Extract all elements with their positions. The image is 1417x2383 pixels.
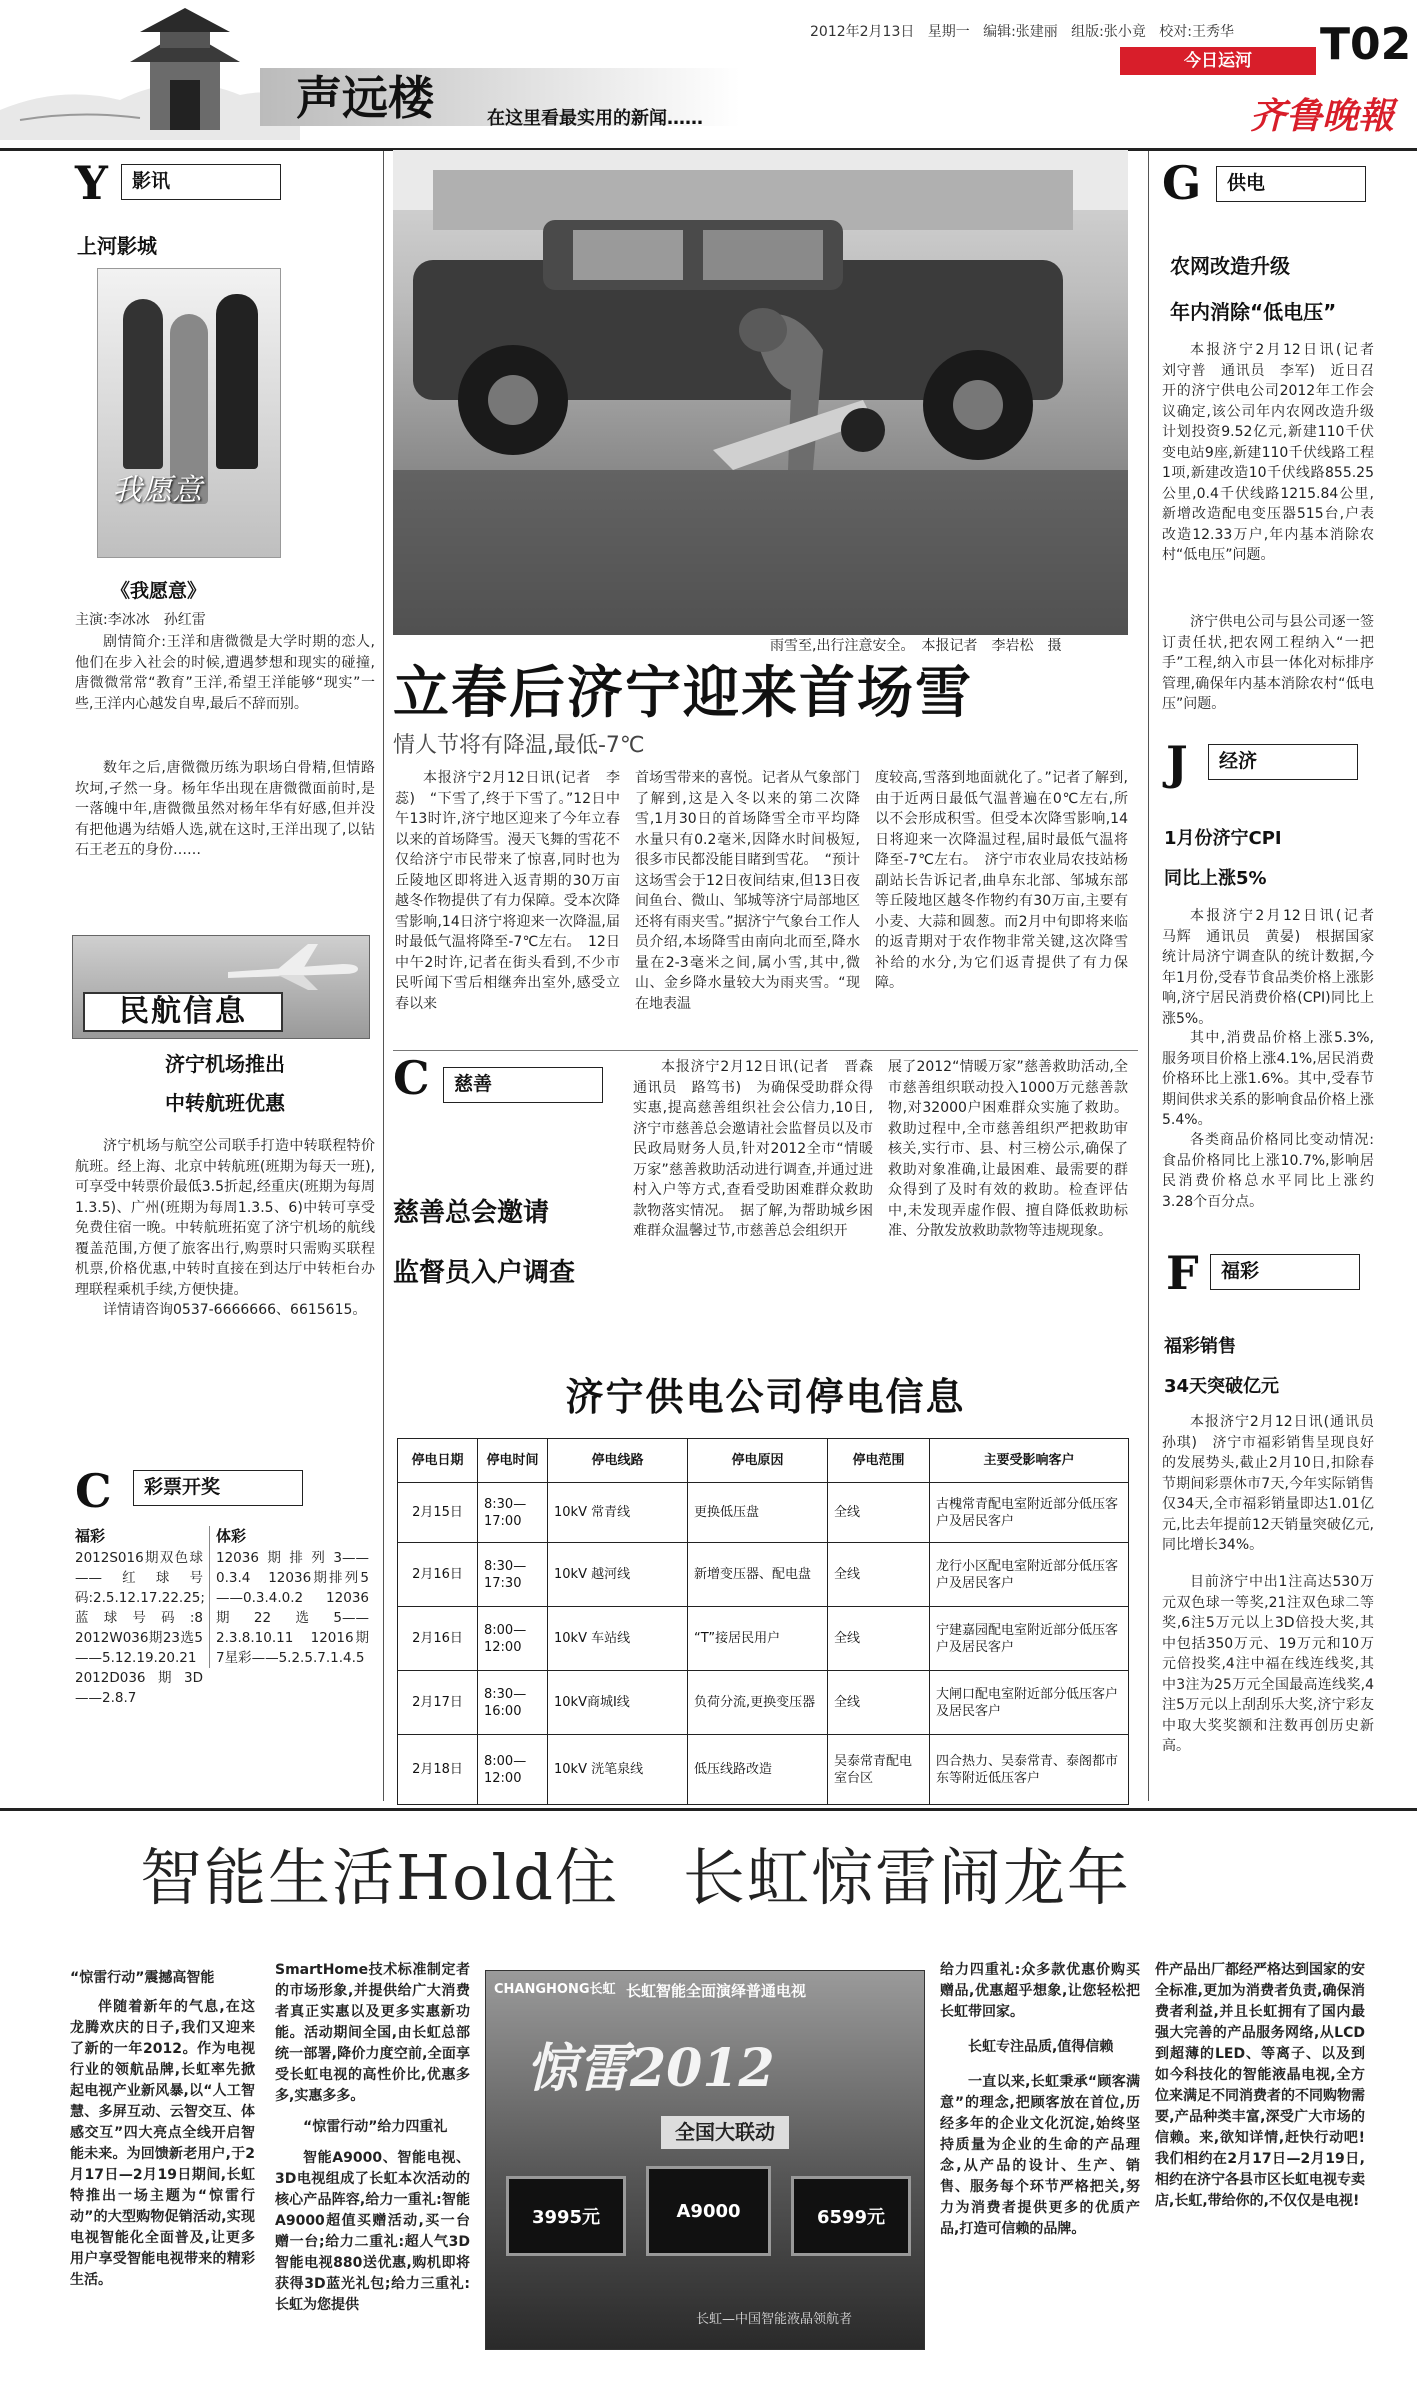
charity-headline-1: 慈善总会邀请 [393,1198,550,1228]
table-cell: 大闸口配电室附近部分低压客户及居民客户 [930,1671,1129,1735]
page-header [0,0,1417,150]
poster-figure-left [123,299,163,469]
table-cell: 10kV商城Ⅰ线 [548,1671,688,1735]
table-cell: 10kV 常青线 [548,1483,688,1543]
ad-banner-subtitle: 全国大联动 [661,2116,789,2149]
welfare-section-letter: F [1166,1246,1199,1300]
ad-col-2-body: 智能A9000、智能电视、3D电视组成了长虹本次活动的核心产品阵容,给力一重礼:智能A9000超值买赠活动,买一台赠一台;给力二重礼:超人气3D智能电视880送优惠,购机即将获得3D蓝光礼包;给力三重礼:长虹为您提供 [275,2150,470,2313]
cinema-name: 上河影城 [77,234,157,258]
table-cell: 吴泰常青配电室台区 [828,1735,930,1805]
table-cell: 古槐常青配电室附近部分低压客户及居民客户 [930,1483,1129,1543]
table-cell: “T”接居民用户 [688,1607,828,1671]
outage-table-body [398,1483,1129,1805]
film-section-label: 影讯 [121,164,281,200]
table-cell: 全线 [828,1671,930,1735]
economy-section-letter: J [1166,736,1188,790]
column-name: 声远楼 [296,71,434,125]
lottery-section-letter: C [75,1464,112,1518]
charity-article-col-2: 展了2012“情暖万家”慈善救助活动,全市慈善组织联动投入1000万元慈善款物,对32000户困难群众实施了救助。救助过程中,全市慈善组织严把救助审核关,实行市、县、村三榜公示,确保了救助对象准确,让最困难、最需要的群众得到了及时有效的救助。检查评估中,未发现弄虚作假、擅自降低救助标准、分散发放救助款物等违规现象。 [888,1059,1128,1239]
charity-top-rule [393,1050,1138,1051]
poster-title: 我愿意 [112,473,202,508]
power-section-label: 供电 [1216,166,1366,202]
ad-banner-tagline: 长虹智能全面演绎普通电视 [626,1982,807,2000]
ad-col-4-body: 件产品出厂都经严格达到国家的安全标准,更加为消费者负责,确保消费者利益,并且长虹拥有了国内最强大完善的产品服务网络,从LCD到超薄的LED、等离子、以及到如今科技化的智能液晶电视,全方位来满足不同消费者的不同购物需要,产品种类丰富,深受广大市场的信赖。来,欲知详情,赶快行动吧!我们相约在2月17日—2月19日,相约在济宁各县市区长虹电视专卖店,长虹,带给你的,不仅仅是电视! [1155,1962,1365,2209]
table-cell: 8:30—17:30 [478,1543,548,1607]
outage-header-customers: 主要受影响客户 [930,1439,1129,1483]
snow-photo [393,150,1128,635]
header-editor: 编辑:张建丽 [983,24,1058,40]
film-cast: 主演:李冰冰 孙红雷 [75,612,206,628]
economy-section-label: 经济 [1208,744,1358,780]
header-meta [810,22,1234,42]
charity-section [393,1051,1138,1355]
ad-tv-3 [791,2176,911,2256]
welfare-body-1: 本报济宁2月12日讯(通讯员 孙琪) 济宁市福彩销售呈现良好的发展势头,截止2月10日,扣除春节期间彩票休市7天,今年实际销售仅34天,全市福彩销量即达1.01亿元,比去年提前12天销量突破亿元,同比增长34%。 [1162,1414,1388,1553]
economy-headline-1: 1月份济宁CPI [1164,828,1282,849]
ad-brand-logo: CHANGHONG长虹 [494,1982,616,1997]
film-poster [97,268,281,558]
economy-body-3: 各类商品价格同比变动情况:食品价格同比上涨10.7%,影响居民消费价格总水平同比上涨约3.28个百分点。 [1162,1132,1374,1210]
power-section-letter: G [1162,156,1202,210]
welfare-headline-2: 34天突破亿元 [1164,1376,1280,1397]
film-title: 《我愿意》 [111,580,207,602]
ad-col-3-title: 长虹专注品质,值得信赖 [968,2039,1114,2055]
charity-article-col-1: 本报济宁2月12日讯(记者 晋森 通讯员 路笃书) 为确保受助群众得实惠,提高慈善组织社会公信力,10日,济宁市慈善总会邀请社会监督员以及市民政局财务人员,针对2012全市“情暖万家”慈善救助活动进行调查,并通过进村入户等方式,查看受助困难群众救助款物落实情况。 据了解,为帮助城乡困难群众温馨过节,市慈善总会组织开 [633,1059,887,1239]
table-cell: 全线 [828,1543,930,1607]
outage-title: 济宁供电公司停电信息 [565,1375,966,1419]
power-body-2: 济宁供电公司与县公司逐一签订责任状,把农网工程纳入“一把手”工程,纳入市县一体化对标排序管理,确保年内基本消除农村“低电压”问题。 [1162,614,1374,712]
welfare-section-label: 福彩 [1210,1254,1360,1290]
ad-col-3-body-1: 给力四重礼:众多款优惠价购买赠品,优惠超乎想象,让您轻松把长虹带回家。 [940,1962,1140,2020]
lottery-section-label: 彩票开奖 [133,1470,303,1506]
paper-name: 齐鲁晚報 [1250,95,1395,137]
section-tag: 今日运河 [1120,47,1316,75]
welfare-body-2: 目前济宁中出1注高达530万元双色球一等奖,21注双色球二等奖,6注5万元以上3D倍投大奖,其中包括350万元、19万元和10万元倍投奖,4注中福在线连线奖,其中3注为25万元全国最高连线奖,4注5万元以上刮刮乐大奖,济宁彩友中取大奖奖额和注数再创历史新高。 [1162,1574,1374,1754]
snow-photo-caption: 雨雪至,出行注意安全。 本报记者 李岩松 摄 [770,638,1062,654]
column-rule-right [1148,151,1149,1801]
lottery-col-2-title: 体彩 [216,1527,247,1545]
table-cell: 10kV 越河线 [548,1543,688,1607]
table-row [398,1735,1129,1805]
snow-headline: 立春后济宁迎来首场雪 [393,660,973,726]
power-headline-1: 农网改造升级 [1170,254,1290,278]
outage-header-time: 停电时间 [478,1439,548,1483]
table-cell: 10kV 车站线 [548,1607,688,1671]
power-headline-2: 年内消除“低电压” [1170,300,1337,324]
charity-headline-2: 监督员入户调查 [393,1258,576,1288]
table-cell: 2月16日 [398,1607,478,1671]
ad-col-2-title: “惊雷行动”给力四重礼 [303,2119,448,2135]
lottery-col-1-body: 2012S016期双色球——红球号码:2.5.12.17.22.25;蓝球号码:8 2012W036期23选5——5.12.19.20.21 2012D036期3D——2.8.7 [75,1549,217,1706]
outage-header-line: 停电线路 [548,1439,688,1483]
table-cell: 全线 [828,1607,930,1671]
ad-banner [485,1970,925,2350]
table-cell: 8:30—17:00 [478,1483,548,1543]
power-body-1: 本报济宁2月12日讯(记者 刘守普 通讯员 李军) 近日召开的济宁供电公司2012年工作会议确定,该公司年内农网改造升级计划投资9.52亿元,新建110千伏变电站9座,新建110千伏线路工程1项,新建改造10千伏线路855.25公里,0.4千伏线路1215.84公里,新增改造配电变压器515台,户表改造12.33万户,年内基本消除农村“低电压”问题。 [1162,342,1388,563]
snow-article-col-3: 度较高,雪落到地面就化了。”记者了解到,由于近两日最低气温普遍在0℃左右,所以不会形成积雪。但受本次降雪影响,14日将迎来一次降温过程,届时最低气温将降至-7℃左右。 济宁市农业局农技站杨副站长告诉记者,曲阜东北部、邹城东部等丘陵地区越冬作物约有30万亩,主要有小麦、大蒜和圆葱。而2月中旬即将来临的返青期对于农作物非常关键,这次降雪补给的水分,为它们返青提供了有力保障。 [875,770,1128,991]
snow-article-col-1: 本报济宁2月12日讯(记者 李蕊) “下雪了,终于下雪了。”12日中午13时许,济宁地区迎来了今年立春以来的首场降雪。漫天飞舞的雪花不仅给济宁市民带来了惊喜,同时也为丘陵地区即将进入返青期的30万亩越冬作物提供了有力保障。受本次降雪影响,14日济宁将迎来一次降温,届时最低气温将降至-7℃左右。 12日中午2时许,记者在街头看到,不少市民听闻下雪后相继奔出室外,感受立春以来 [395,770,620,1012]
ad-col-1-title: “惊雷行动”震撼高智能 [70,1970,215,1986]
film-section-letter: Y [75,156,108,210]
ad-top-rule [0,1808,1417,1811]
snow-article-col-2: 首场雪带来的喜悦。记者从气象部门了解到,这是入冬以来的第二次降雪,1月30日的首场降雪全市平均降水量只有0.2毫米,因降水时间极短,很多市民都没能目睹到雪花。 “预计这场雪会于12日夜间结束,但13日夜间鱼台、微山、邹城等济宁局部地区还将有雨夹雪。”据济宁气象台工作人员介绍,本场降雪由南向北而至,降水量在2-3毫米之间,属小雪,其中,微山、金乡降水量较大为雨夹雪。“现在地表温 [635,770,860,1012]
table-cell: 新增变压器、配电盘 [688,1543,828,1607]
header-designer: 组版:张小竟 [1071,24,1146,40]
header-weekday: 星期一 [927,24,970,40]
ad-price-3: 6599元 [816,2207,886,2228]
ad-banner-footer: 长虹—中国智能液晶领航者 [696,2312,853,2327]
column-slogan: 在这里看最实用的新闻…… [487,108,703,129]
ad-price-2: A9000 [676,2201,741,2222]
lottery-col-1-title: 福彩 [75,1527,106,1545]
ad-col-3-body-2: 一直以来,长虹秉承“顾客满意”的理念,把顾客放在首位,历经多年的企业文化沉淀,始终坚持质量为企业的生命的产品理念,从产品的设计、生产、销售、服务每个环节严格把关,努力为消费者提供更多的优质产品,打造可信赖的品牌。 [940,2074,1140,2237]
outage-header-range: 停电范围 [828,1439,930,1483]
airplane-icon [223,942,363,992]
poster-figure-right [216,294,258,469]
table-cell: 更换低压盘 [688,1483,828,1543]
table-cell: 宁建嘉园配电室附近部分低压客户及居民客户 [930,1607,1129,1671]
snow-subhead: 情人节将有降温,最低-7℃ [393,733,645,758]
aviation-headline-1: 济宁机场推出 [165,1052,285,1076]
table-cell: 2月17日 [398,1671,478,1735]
ad-price-1: 3995元 [531,2207,601,2228]
table-cell: 低压线路改造 [688,1735,828,1805]
ad-col-2 [275,1960,470,2316]
table-cell: 10kV 洸笔泉线 [548,1735,688,1805]
outage-header-date: 停电日期 [398,1439,478,1483]
table-row [398,1483,1129,1543]
table-cell: 8:00—12:00 [478,1607,548,1671]
lottery-col-1 [75,1526,217,1708]
aviation-contact: 详情请咨询0537-6666666、6615615。 [103,1302,367,1318]
outage-table [397,1438,1129,1805]
aviation-body: 济宁机场与航空公司联手打造中转联程特价航班。经上海、北京中转航班(班期为每天一班),可享受中转票价最低3.5折起,经重庆(班期为每周1.3.5)、广州(班期为每周1.3.5、6)中转可享受免费住宿一晚。中转航班拓宽了济宁机场的航线覆盖范围,方便了旅客出行,购票时只需购买联程机票,价格优惠,中转时直接在到达厅中转柜台办理联程乘机手续,方便快捷。 [75,1138,375,1298]
table-cell: 负荷分流,更换变压器 [688,1671,828,1735]
pagoda-illustration [0,0,300,140]
lottery-col-2 [209,1526,369,1668]
charity-section-label: 慈善 [443,1067,603,1103]
aviation-headline-2: 中转航班优惠 [165,1091,285,1115]
ad-tv-2 [646,2166,771,2256]
table-cell: 2月15日 [398,1483,478,1543]
film-synopsis-2: 数年之后,唐微微历练为职场白骨精,但情路坎坷,孑然一身。杨年华出现在唐微微面前时,是一落魄中年,唐微微虽然对杨年华有好感,但并没有把他遇为结婚人选,就在这时,王洋出现了,以钻石王老五的身份…… [75,760,375,858]
table-row [398,1607,1129,1671]
ad-tv-1 [506,2176,626,2256]
outage-header-reason: 停电原因 [688,1439,828,1483]
snow-photo-scene [393,150,1128,635]
outage-table-head [398,1439,1129,1483]
table-cell: 全线 [828,1483,930,1543]
economy-headline-2: 同比上涨5% [1164,868,1267,889]
ad-col-1 [70,1968,255,2291]
charity-section-letter: C [393,1051,430,1105]
welfare-headline-1: 福彩销售 [1164,1336,1236,1357]
aviation-section [75,1040,375,1321]
ad-col-4 [1155,1960,1365,2212]
table-cell: 8:00—12:00 [478,1735,548,1805]
table-cell: 2月16日 [398,1543,478,1607]
table-row [398,1543,1129,1607]
aviation-banner [72,935,370,1039]
ad-col-3 [940,1960,1140,2240]
table-cell: 龙行小区配电室附近部分低压客户及居民客户 [930,1543,1129,1607]
ad-banner-title: 惊雷2012 [526,2038,775,2099]
header-proofreader: 校对:王秀华 [1159,24,1234,40]
table-cell: 2月18日 [398,1735,478,1805]
table-cell: 四合热力、吴泰常青、泰阁都市东等附近低压客户 [930,1735,1129,1805]
ad-headline: 智能生活Hold住 长虹惊雷闹龙年 [140,1841,1131,1914]
ad-col-2-intro: SmartHome技术标准制定者的市场形象,并提供给广大消费者真正实惠以及更多实惠新功能。活动期间全国,由长虹总部统一部署,降价力度空前,全面享受长虹电视的高性价比,优惠多多,实惠多多。 [275,1962,470,2104]
advertisement [40,1820,1380,2370]
film-synopsis-1: 剧情简介:王洋和唐微微是大学时期的恋人,他们在步入社会的时候,遭遇梦想和现实的碰撞,唐微微常常“教育”王洋,希望王洋能够“现实”一些,王洋内心越发自卑,最后不辞而别。 [75,634,375,712]
lottery-col-2-body: 12036期排列3——0.3.4 12036期排列5——0.3.4.0.2 12036期22选5——2.3.8.10.11 12016期7星彩——5.2.5.7.1.4.5 [216,1549,369,1666]
outage-table-wrap [397,1438,1129,1805]
table-cell: 8:30—16:00 [478,1671,548,1735]
table-row [398,1671,1129,1735]
economy-body-2: 其中,消费品价格上涨5.3%,服务项目价格上涨4.1%,居民消费价格环比上涨1.6%。其中,受春节期间供求关系的影响食品价格上涨5.4%。 [1162,1030,1374,1128]
page-number: T02 [1320,19,1412,70]
column-rule-left [383,151,384,1801]
aviation-banner-text: 民航信息 [83,992,283,1032]
economy-body-1: 本报济宁2月12日讯(记者 马辉 通讯员 黄晏) 根据国家统计局济宁调查队的统计数据,今年1月份,受春节食品类价格上涨影响,济宁居民消费价格(CPI)同比上涨5%。 [1162,908,1388,1027]
header-date: 2012年2月13日 [810,24,915,40]
ad-col-1-body: 伴随着新年的气息,在这龙腾欢庆的日子,我们又迎来了新的一年2012。作为电视行业的领航品牌,长虹率先掀起电视产业新风暴,以“人工智慧、多屏互动、云智交互、体感交互”四大亮点全线开启智能未来。为回馈新老用户,于2月17日—2月19日期间,长虹特推出一场主题为“惊雷行动”的大型购物促销活动,实现电视智能化全面普及,让更多用户享受智能电视带来的精彩生活。 [70,1999,255,2288]
